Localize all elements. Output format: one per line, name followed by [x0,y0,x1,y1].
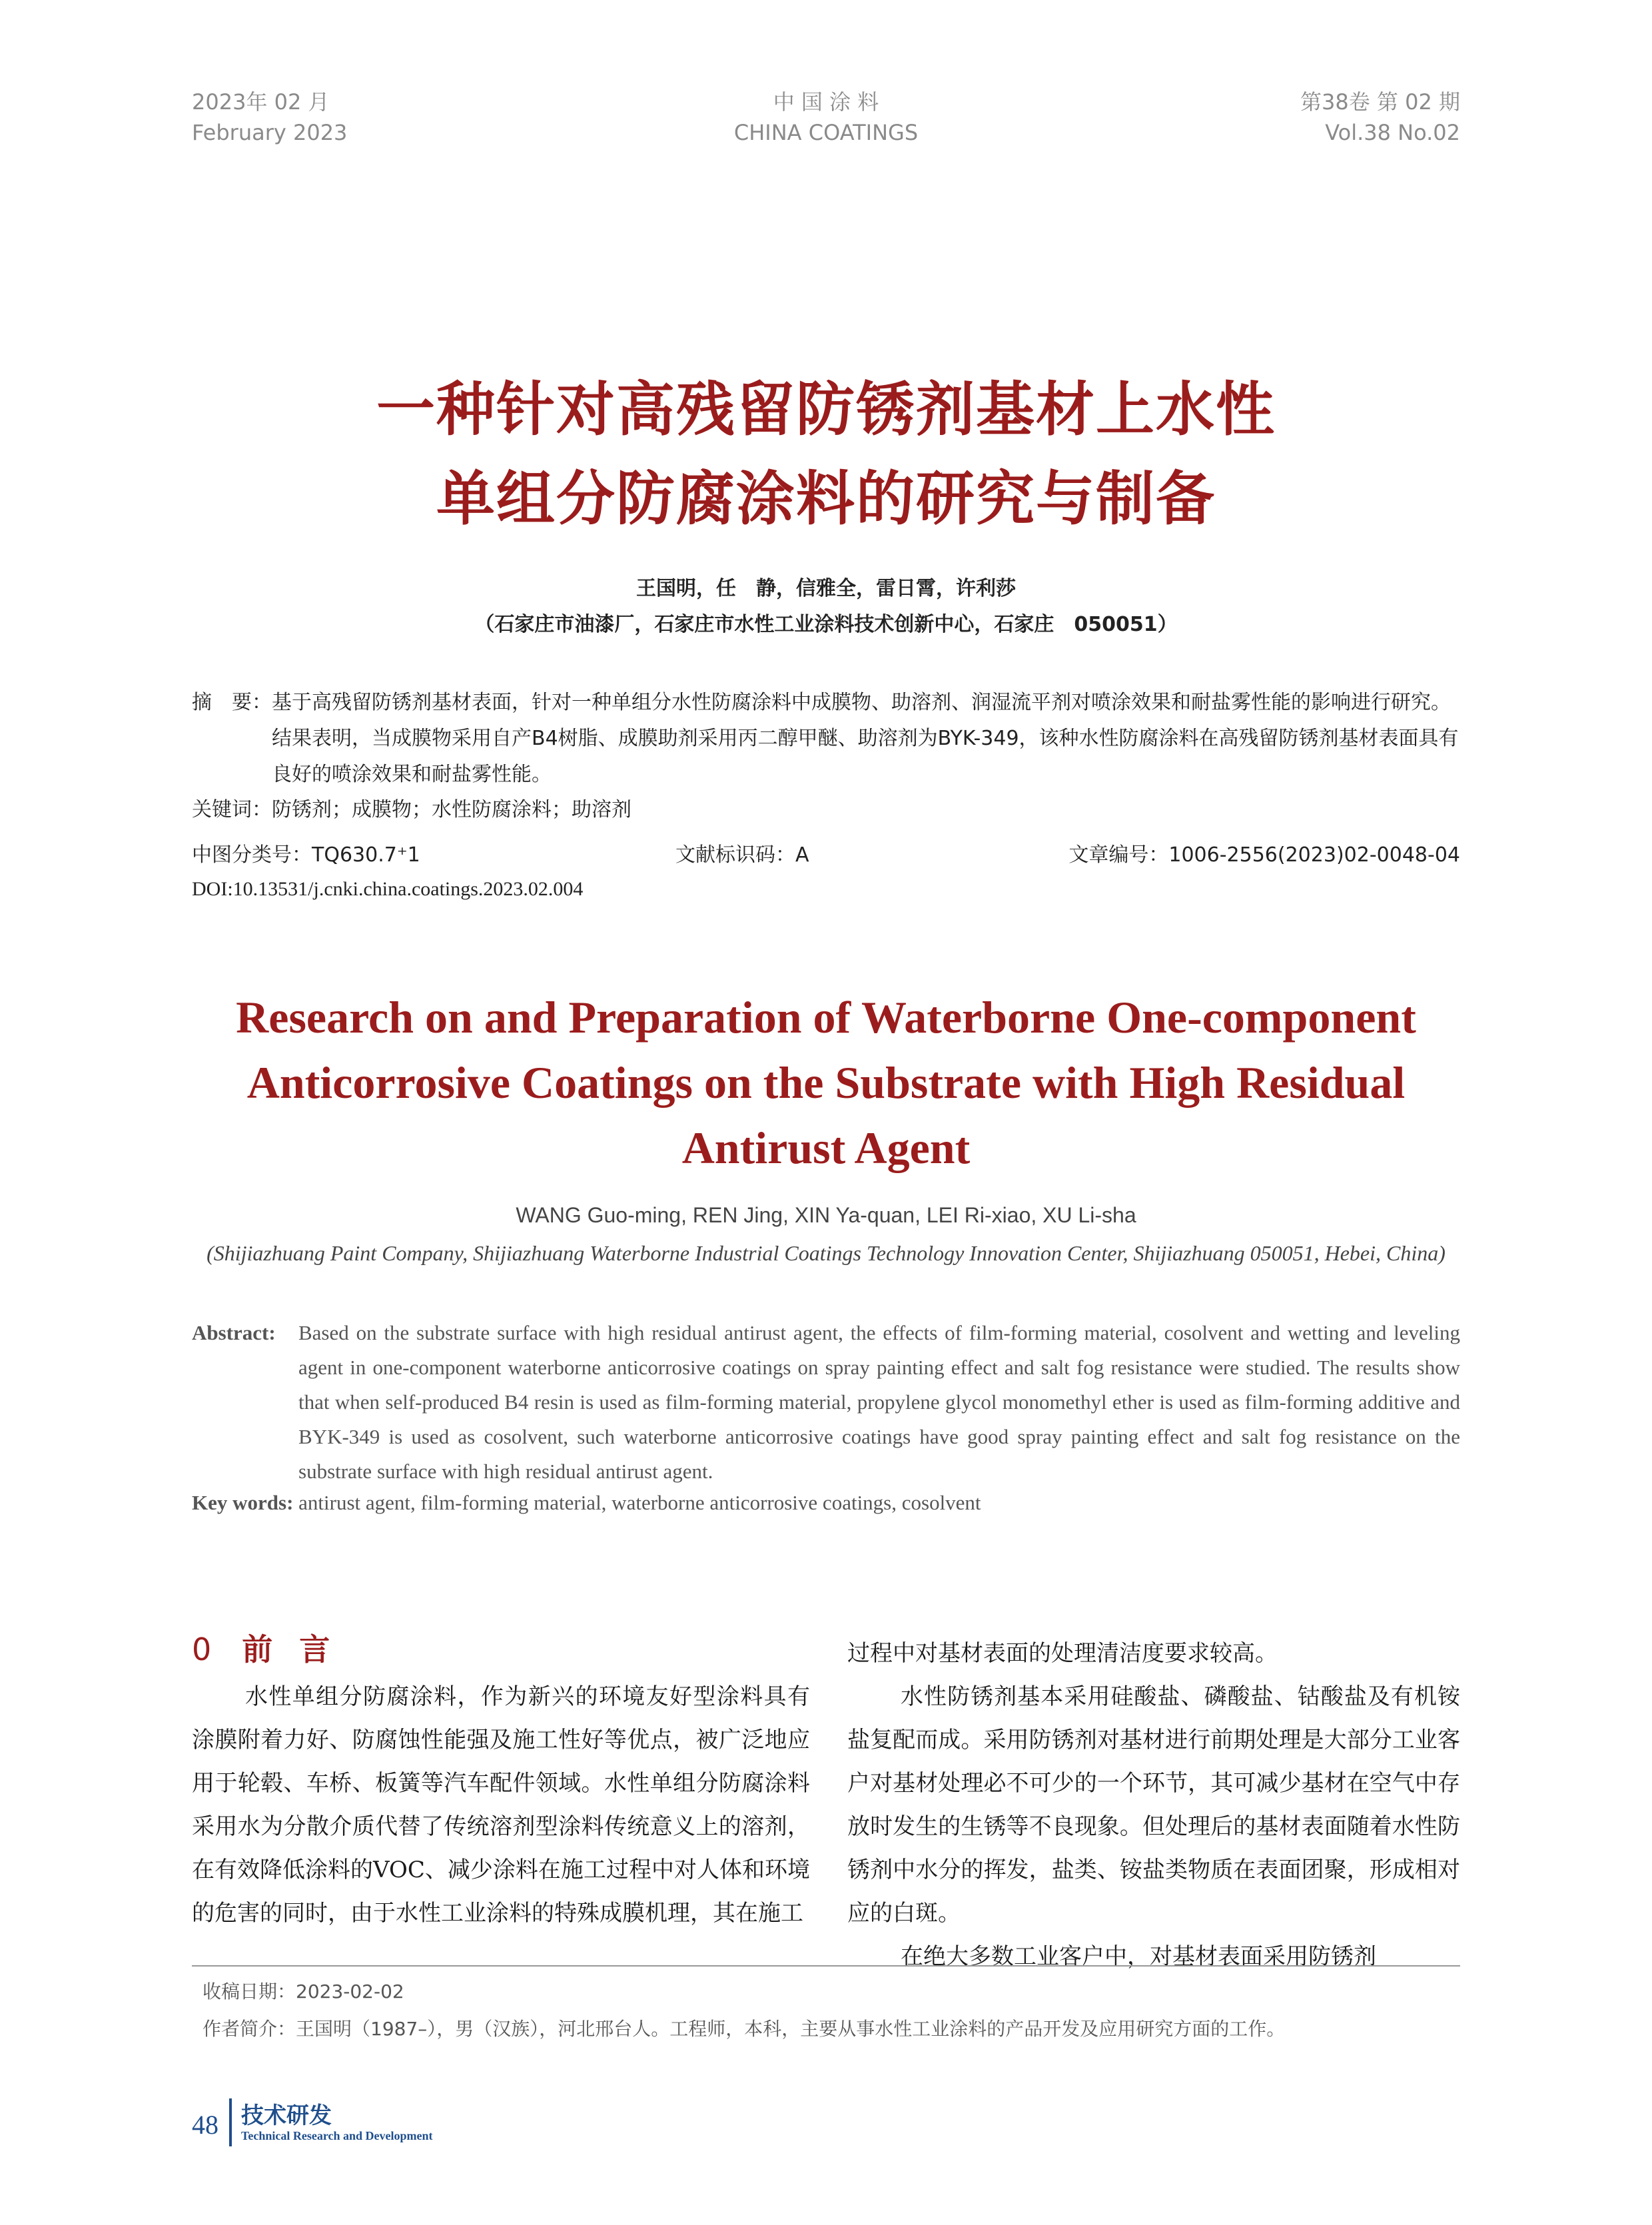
document-code: 文献标识码：A [675,843,809,867]
keywords-en-label: Key words: [192,1491,294,1514]
footnote-received: 收稿日期：2023-02-02 [203,1981,404,2002]
abstract-en-label: Abstract: [192,1321,276,1344]
keywords-cn-label: 关键词： [192,798,272,821]
footnote-divider [192,1965,1460,1967]
header-journal-en: CHINA COATINGS [733,120,919,145]
header-journal-cn: 中 国 涂 料 [773,89,879,115]
abstract-cn-text: 基于高残留防锈剂基材表面，针对一种单组分水性防腐涂料中成膜物、助溶剂、润湿流平剂对喷涂效果和耐盐雾性能的影响进行研究。结果表明，当成膜物采用自产B4树脂、成膜助剂采用丙二醇甲醚、助溶剂为BYK-349，该种水性防腐涂料在高残留防锈剂基材表面具有良好的喷涂效果和耐盐雾性能。 [272,691,1459,786]
keywords-en [192,1491,981,1515]
title-cn-line2: 单组分防腐涂料的研究与制备 [436,464,1216,533]
authors-cn: 王国明，任 静，信雅全，雷日霄，许利莎 [636,577,1016,600]
article-number: 文章编号：1006-2556(2023)02-0048-04 [1068,843,1460,867]
clc-number: 中图分类号：TQ630.7⁺1 [192,843,420,867]
title-en-line1: Research on and Preparation of Waterborne One-component [236,992,1416,1043]
abstract-cn-label: 摘 要： [192,691,272,714]
header-date-en: February 2023 [192,120,348,145]
section-number: 0 [192,1631,212,1667]
section-title: 前言 [242,1631,357,1667]
abstract-en-text: Based on the substrate surface with high residual antirust agent, the effects of film-forming material, cosolvent and wetting and leveling agent in one-component waterborne anticorrosive coatings on spray painting effect and salt fog resistance were studied. The results show that when self-produced B4 resin is used as film-forming material, propylene glycol monomethyl ether is used as film-forming additive and BYK-349 is used as cosolvent, such waterborne anticorrosive coatings have good spray painting effect and salt fog resistance on the substrate surface with high residual antirust agent. [298,1321,1460,1483]
title-en-line3: Antirust Agent [681,1122,971,1173]
abstract-en [192,1316,1460,1489]
keywords-cn-text: 防锈剂；成膜物；水性防腐涂料；助溶剂 [272,798,631,821]
body-paragraph: 水性单组分防腐涂料，作为新兴的环境友好型涂料具有涂膜附着力好、防腐蚀性能强及施工性好等优点，被广泛地应用于轮毂、车桥、板簧等汽车配件领域。水性单组分防腐涂料采用水为分散介质代替了传统溶剂型涂料传统意义上的溶剂，在有效降低涂料的VOC、减少涂料在施工过程中对人体和环境的危害的同时，由于水性工业涂料的特殊成膜机理，其在施工 [192,1683,810,1927]
keywords-en-text: antirust agent, film-forming material, waterborne anticorrosive coatings, cosolvent [298,1491,981,1514]
header-issue-cn: 第38卷 第 02 期 [1300,89,1460,115]
affiliation-en: (Shijiazhuang Paint Company, Shijiazhuang Waterborne Industrial Coatings Technology Innovation Center, Shijiazhuang 050051, Hebei, China) [206,1241,1446,1265]
header-date-cn: 2023年 02 月 [192,89,330,115]
page-number: 48 [192,2110,218,2140]
running-header-right [1300,87,1460,148]
affiliation-cn: （石家庄市油漆厂，石家庄市水性工业涂料技术创新中心，石家庄 050051） [474,613,1178,636]
title-cn [0,365,1652,544]
title-en-line2: Anticorrosive Coatings on the Substrate with High Residual [246,1057,1406,1108]
body-paragraph: 过程中对基材表面的处理清洁度要求较高。 [847,1640,1278,1667]
keywords-cn [192,793,631,822]
doi: DOI:10.13531/j.cnki.china.coatings.2023.02.004 [192,878,584,900]
section-heading [192,1625,356,1669]
footnote-author-bio: 作者简介：王国明（1987–），男（汉族），河北邢台人。工程师，本科，主要从事水性工业涂料的产品开发及应用研究方面的工作。 [203,2018,1286,2040]
body-column-right [847,1632,1460,1979]
body-paragraph: 水性防锈剂基本采用硅酸盐、磷酸盐、钴酸盐及有机铵盐复配而成。采用防锈剂对基材进行前期处理是大部分工业客户对基材处理必不可少的一个环节，其可减少基材在空气中存放时发生的生锈等不良现象。但处理后的基材表面随着水性防锈剂中水分的挥发，盐类、铵盐类物质在表面团聚，形成相对应的白斑。 [847,1683,1460,1927]
footer-divider-bar [229,2098,232,2146]
footer-section-cn: 技术研发 [241,2102,332,2129]
abstract-cn [192,685,1460,793]
title-en [120,985,1532,1180]
body-column-left [192,1675,810,1935]
title-cn-line1: 一种针对高残留防锈剂基材上水性 [376,375,1276,444]
footer-section-en: Technical Research and Development [241,2129,433,2142]
header-issue-en: Vol.38 No.02 [1325,120,1460,145]
authors-en: WANG Guo-ming, REN Jing, XIN Ya-quan, LEI Ri-xiao, XU Li-sha [516,1203,1136,1227]
body-paragraph: 在绝大多数工业客户中，对基材表面采用防锈剂 [901,1943,1376,1970]
